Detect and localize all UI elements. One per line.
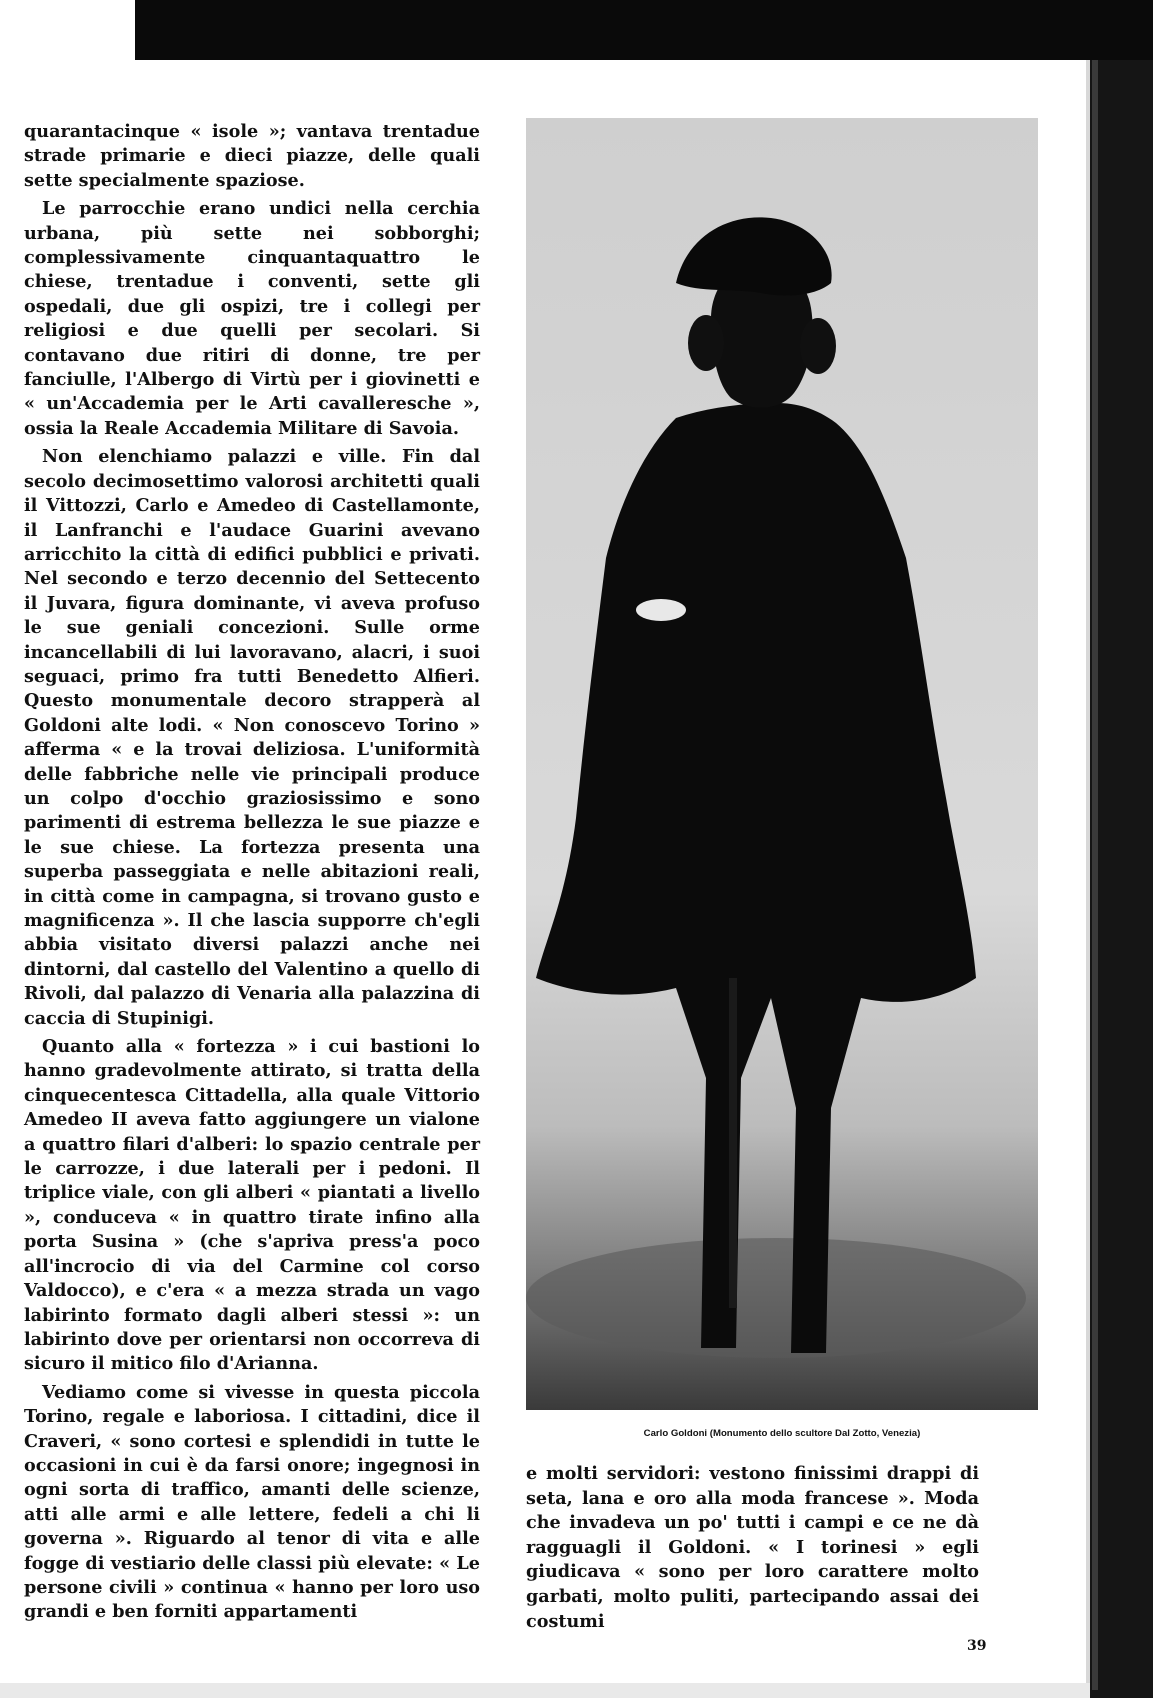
article-right-column (526, 1462, 979, 1634)
scan-border-right-inner (1092, 60, 1098, 1690)
statue-silhouette (526, 118, 1038, 1410)
paragraph: Le parrocchie erano undici nella cerchia urbana, più sette nei sobborghi; complessivamente cinquantaquattro le chiese, trentadue i conventi, sette gli ospedali, due gli ospizi, tre i collegi per religiosi e due quelli per secolari. Si contavano due ritiri di donne, tre per fanciulle, l'Albergo di Virtù per i giovinetti e « un'Accademia per le Arti cavalleresche », ossia la Reale Accademia Militare di Savoia. (24, 198, 480, 439)
paragraph: e molti servidori: vestono finissimi drappi di seta, lana e oro alla moda francese ». Moda che invadeva un po' tutti i campi e ce ne dà ragguagli il Goldoni. « I torinesi » egli giudicava « sono per loro carattere molto garbati, molto puliti, partecipando assai dei costumi (526, 1463, 979, 1632)
paragraph: Quanto alla « fortezza » i cui bastioni lo hanno gradevolmente attirato, si tratta della cinquecentesca Cittadella, alla quale Vittorio Amedeo II aveva fatto aggiungere un vialone a quattro filari d'alberi: lo spazio centrale per le carrozze, i due laterali per i pedoni. Il triplice viale, con gli alberi « piantati a livello », conduceva « in quattro tirate infino alla porta Susina » (che s'apriva press'a poco all'incrocio di via del Carmine col corso Valdocco), e c'era « a mezza strada un vago labirinto formato dagli alberi stessi »: un labirinto dove per orientarsi non occorreva di sicuro il mitico filo d'Arianna. (24, 1036, 480, 1375)
scan-border-top (135, 0, 1153, 60)
article-left-column (24, 120, 480, 1629)
photo-caption: Carlo Goldoni (Monumento dello scultore Dal Zotto, Venezia) (643, 1428, 921, 1439)
paragraph: Vediamo come si vivesse in questa piccola Torino, regale e laboriosa. I cittadini, dice il Craveri, « sono cortesi e splendidi in tutte le occasioni in cui è da farsi onore; ingegnosi in ogni sorta di traffico, amanti delle scienze, atti alle armi e alle lettere, fedeli a chi li governa ». Riguardo al tenor di vita e alle fogge di vestiario delle classi più elevate: « Le persone civili » continua « hanno per loro uso grandi e ben forniti appartamenti (24, 1381, 480, 1623)
scan-border-bottom (0, 1683, 1090, 1698)
page-edge-strip (1086, 60, 1090, 1698)
goldoni-statue-photo (526, 118, 1038, 1410)
paragraph: Non elenchiamo palazzi e ville. Fin dal secolo decimosettimo valorosi architetti quali il Vittozzi, Carlo e Amedeo di Castellamonte, il Lanfranchi e l'audace Guarini avevano arricchito la città di edifici pubblici e privati. Nel secondo e terzo decennio del Settecento il Juvara, figura dominante, vi aveva profuso le sue geniali concezioni. Sulle orme incancellabili di lui lavoravano, alacri, i suoi seguaci, primo fra tutti Benedetto Alfieri. Questo monumentale decoro strapperà al Goldoni alte lodi. « Non conoscevo Torino » afferma « e la trovai deliziosa. L'uniformità delle fabbriche nelle vie principali produce un colpo d'occhio graziosissimo e sono parimenti di estrema bellezza le sue piazze e le sue chiese. La fortezza presenta una superba passeggiata e nelle abitazioni reali, in città come in campagna, si trovano gusto e magnificenza ». Il che lascia supporre ch'egli abbia visitato diversi palazzi anche nei dintorni, dal castello del Valentino a quello di Rivoli, dal palazzo di Venaria alla palazzina di caccia di Stupinigi. (24, 446, 480, 1029)
page-number: 39 (967, 1638, 987, 1654)
page-margin-top-left (0, 0, 135, 48)
paragraph: quarantacinque « isole »; vantava trentadue strade primarie e dieci piazze, delle quali sette specialmente spaziose. (24, 121, 480, 191)
